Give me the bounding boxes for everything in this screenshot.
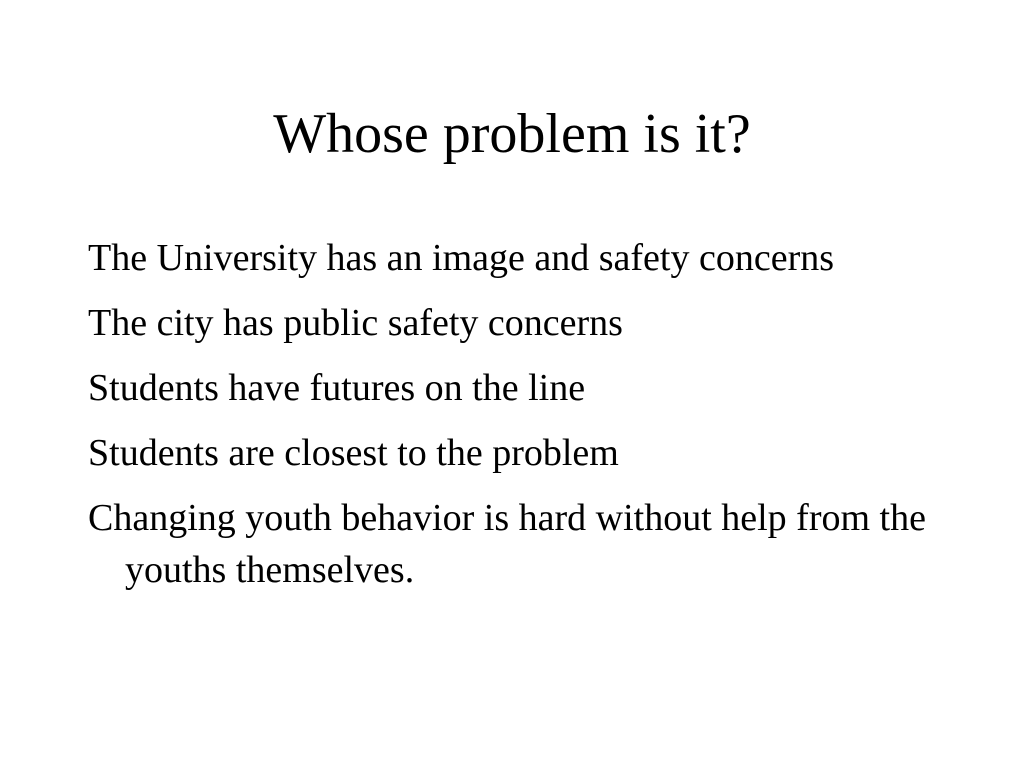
bullet-item: Changing youth behavior is hard without help from the youths themselves. [88, 497, 926, 591]
bullet-item: The city has public safety concerns [88, 302, 623, 344]
slide-title: Whose problem is it? [273, 103, 751, 165]
bullet-item: Students have futures on the line [88, 367, 586, 409]
bullet-item: The University has an image and safety concerns [88, 237, 835, 279]
bullet-list [88, 232, 948, 609]
bullet-item: Students are closest to the problem [88, 432, 619, 474]
